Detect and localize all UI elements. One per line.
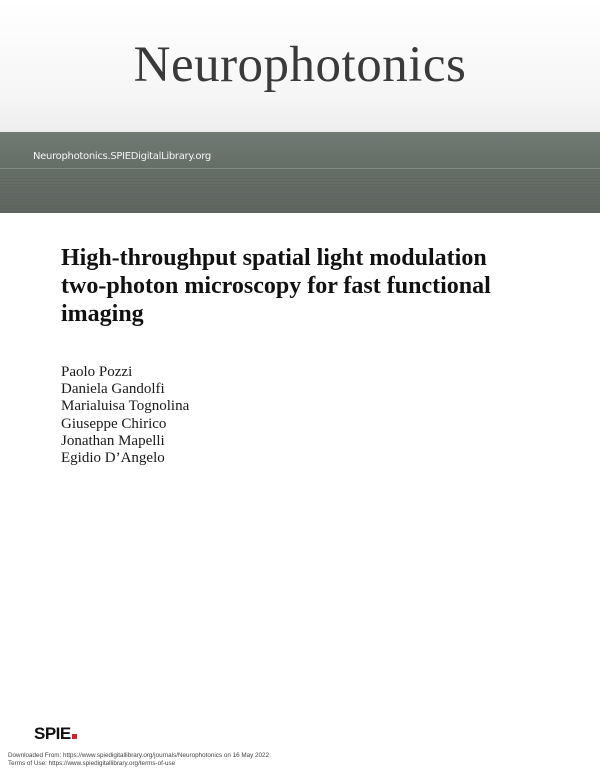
author-name: Daniela Gandolfi <box>61 381 165 398</box>
downloaded-line: Downloaded From: https://www.spiedigitallibrary.org/journals/Neurophotonics on 16 May 2022 <box>8 752 269 759</box>
band-texture <box>0 169 600 213</box>
journal-title: Neurophotonics <box>133 37 467 93</box>
spie-logo <box>34 725 77 742</box>
logo-dot-icon <box>72 734 77 739</box>
author-name: Marialuisa Tognolina <box>61 398 190 415</box>
journal-url[interactable]: Neurophotonics.SPIEDigitalLibrary.org <box>33 151 211 162</box>
terms-line: Terms of Use: https://www.spiedigitallibrary.org/terms-of-use <box>8 760 176 767</box>
author-name: Giuseppe Chirico <box>61 415 167 432</box>
article-title: High-throughput spatial light modulation two-photon microscopy for fast functional imaging <box>61 245 491 327</box>
author-name: Jonathan Mapelli <box>61 432 165 449</box>
author-name: Paolo Pozzi <box>61 364 133 380</box>
logo-text: SPIE <box>34 724 71 743</box>
author-name: Egidio D’Angelo <box>61 450 165 467</box>
author-list <box>61 364 189 467</box>
download-notice <box>8 752 269 768</box>
journal-masthead <box>0 0 600 132</box>
